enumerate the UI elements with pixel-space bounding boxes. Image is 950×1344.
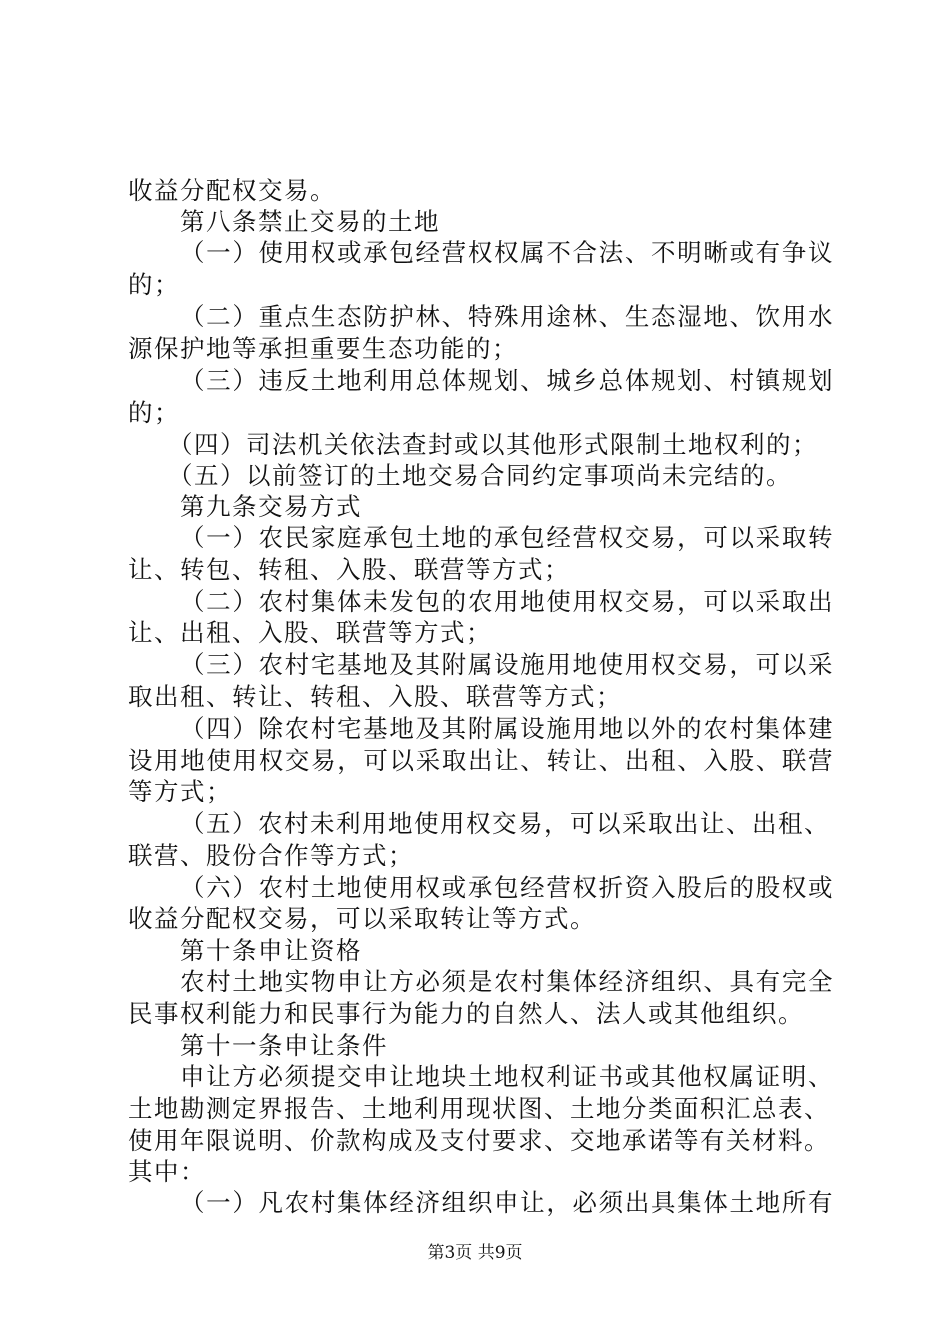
text-line: 设用地使用权交易，可以采取出让、转让、出租、入股、联营: [128, 746, 834, 775]
text-line: 等方式；: [128, 777, 232, 806]
text-line: （二）重点生态防护林、特殊用途林、生态湿地、饮用水: [180, 302, 834, 331]
page-number: 第3页 共9页: [427, 1243, 523, 1263]
text-line: 源保护地等承担重要生态功能的；: [128, 334, 518, 363]
text-line: 取出租、转让、转租、入股、联营等方式；: [128, 682, 622, 711]
text-line: 使用年限说明、价款构成及支付要求、交地承诺等有关材料。: [128, 1126, 830, 1155]
text-line: 土地勘测定界报告、土地利用现状图、土地分类面积汇总表、: [128, 1094, 830, 1123]
text-line: 让、转包、转租、入股、联营等方式；: [128, 555, 570, 584]
text-line: （四）司法机关依法查封或以其他形式限制土地权利的；: [168, 430, 818, 459]
text-line: 收益分配权交易，可以采取转让等方式。: [128, 904, 596, 933]
text-line: （一）凡农村集体经济组织申让，必须出具集体土地所有: [180, 1188, 834, 1217]
text-line: 收益分配权交易。: [128, 176, 336, 205]
text-line: 其中：: [128, 1157, 206, 1186]
text-line: （五）农村未利用地使用权交易，可以采取出让、出租、: [180, 809, 830, 838]
section-heading: 第十条申让资格: [180, 936, 362, 965]
text-line: （六）农村土地使用权或承包经营权折资入股后的股权或: [180, 873, 834, 902]
text-line: （三）农村宅基地及其附属设施用地使用权交易，可以采: [180, 650, 834, 679]
text-line: （一）农民家庭承包土地的承包经营权交易，可以采取转: [180, 523, 834, 552]
text-line: 农村土地实物申让方必须是农村集体经济组织、具有完全: [180, 967, 834, 996]
section-heading: 第八条禁止交易的土地: [180, 207, 440, 236]
section-heading: 第九条交易方式: [180, 492, 362, 521]
text-line: 联营、股份合作等方式；: [128, 841, 414, 870]
text-line: （三）违反土地利用总体规划、城乡总体规划、村镇规划: [180, 366, 834, 395]
text-line: 让、出租、入股、联营等方式；: [128, 618, 492, 647]
text-line: 申让方必须提交申让地块土地权利证书或其他权属证明、: [180, 1062, 834, 1091]
text-line: （一）使用权或承包经营权权属不合法、不明晰或有争议: [180, 238, 834, 267]
text-line: （四）除农村宅基地及其附属设施用地以外的农村集体建: [180, 714, 834, 743]
text-line: （二）农村集体未发包的农用地使用权交易，可以采取出: [180, 587, 834, 616]
text-line: 民事权利能力和民事行为能力的自然人、法人或其他组织。: [128, 999, 804, 1028]
text-line: （五）以前签订的土地交易合同约定事项尚未完结的。: [168, 461, 792, 490]
text-line: 的；: [128, 270, 180, 299]
text-line: 的；: [128, 398, 180, 427]
section-heading: 第十一条申让条件: [180, 1031, 388, 1060]
